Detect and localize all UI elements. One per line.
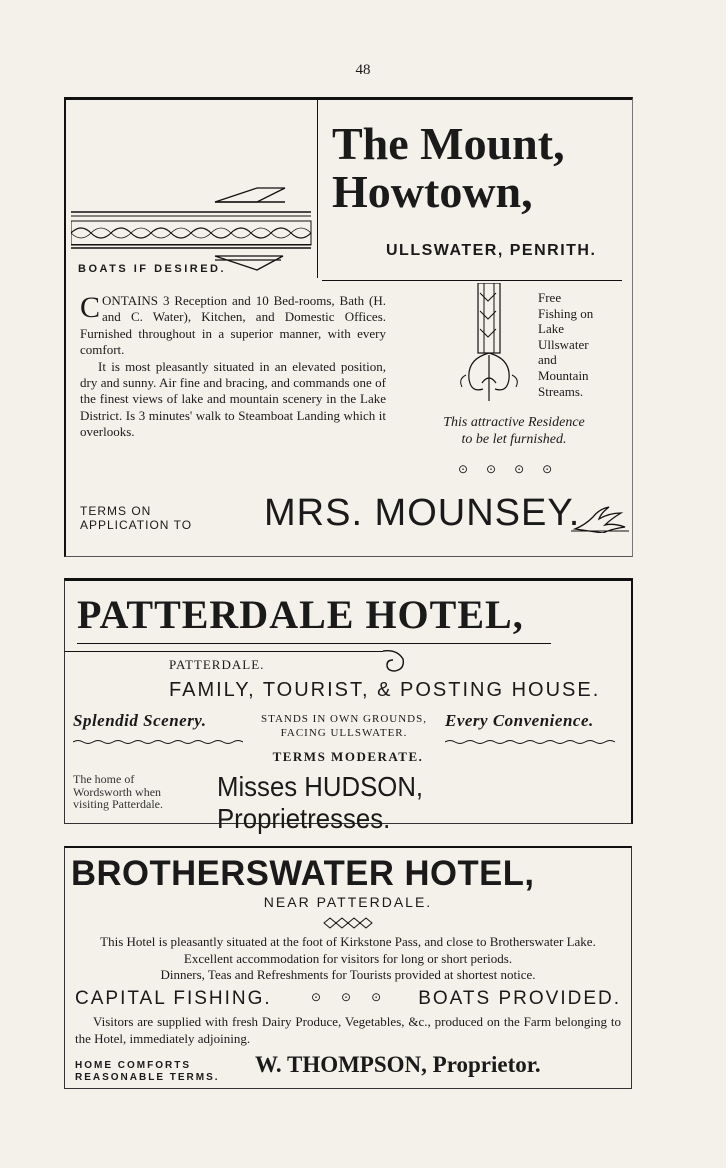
ad-brotherswater-hotel	[64, 846, 632, 1089]
drop-cap: C	[80, 291, 101, 324]
home-comforts: HOME COMFORTS REASONABLE TERMS.	[75, 1060, 220, 1083]
boats-notice: BOATS IF DESIRED.	[78, 263, 227, 275]
diamond-chain-ornament-icon	[323, 916, 375, 934]
posting-house: FAMILY, TOURIST, & POSTING HOUSE.	[169, 679, 601, 701]
fishing-note: Free Fishing on Lake Ullswater and Mountain Streams.	[538, 290, 594, 399]
mount-description	[80, 293, 386, 441]
rule	[77, 643, 551, 644]
divider-vertical	[317, 100, 318, 278]
proprietresses-hudson: Misses HUDSON, Proprietresses.	[217, 771, 424, 834]
carved-post-ornament-icon	[454, 283, 526, 412]
stands-in-grounds: STANDS IN OWN GROUNDS, FACING ULLSWATER.	[261, 713, 427, 739]
decorative-dots: ⊙⊙⊙	[311, 990, 402, 1004]
patterdale-title: PATTERDALE HOTEL,	[77, 592, 524, 637]
wavy-rule-icon	[73, 732, 243, 750]
near-patterdale: NEAR PATTERDALE.	[263, 894, 433, 910]
ad-the-mount	[64, 97, 633, 557]
ad-patterdale-hotel	[64, 578, 633, 834]
terms-application: TERMS ON APPLICATION TO	[80, 504, 193, 532]
mount-title-line1: The Mount,	[332, 118, 565, 169]
mount-paragraph-2: It is most pleasantly situated in an elevated position, dry and sunny. Air fine and bracing, and commands one of the finest views of lake and mountain scenery in the Lake District. Is 3 minutes' walk to Steamboat Landing which it overlooks.	[80, 358, 386, 440]
fishing-boats-line	[75, 988, 621, 1010]
splendid-scenery: Splendid Scenery.	[73, 711, 207, 730]
dairy-produce-note: Visitors are supplied with fresh Dairy Produce, Vegetables, &c., produced on the Farm belonging to the Hotel, immediately adjoining.	[75, 1014, 621, 1046]
divider-horizontal	[322, 280, 622, 281]
boats-provided: BOATS PROVIDED.	[418, 988, 621, 1009]
page-number: 48	[355, 62, 371, 78]
curl-flourish-icon	[381, 643, 407, 678]
mount-paragraph-1: ONTAINS 3 Reception and 10 Bed-rooms, Bath (H. and C. Water), Kitchen, and Domestic Offices. Furnished throughout in a superior manner, with every comfort.	[80, 293, 386, 358]
mount-title-line2: Howtown,	[332, 166, 533, 217]
swallow-flourish-icon	[571, 503, 631, 538]
brotherswater-title: BROTHERSWATER HOTEL,	[71, 854, 535, 893]
proprietor-mounsey: MRS. MOUNSEY.	[264, 492, 581, 534]
wordsworth-note: The home of Wordsworth when visiting Patterdale.	[73, 772, 163, 811]
brotherswater-description: This Hotel is pleasantly situated at the foot of Kirkstone Pass, and close to Brotherswater Lake. Excellent accommodation for visitors for long or short periods. Dinners, Teas and Refreshments for Tourists provided at shortest notice.	[100, 934, 596, 982]
proprietor-thompson: W. THOMPSON, Proprietor.	[255, 1052, 541, 1077]
mount-title	[332, 120, 565, 216]
every-convenience: Every Convenience.	[445, 711, 594, 730]
patterdale-place: PATTERDALE.	[169, 657, 265, 672]
decorative-border-ornament-icon	[71, 142, 313, 255]
decorative-dots: ⊙⊙⊙⊙	[458, 462, 571, 476]
terms-moderate: TERMS MODERATE.	[272, 749, 424, 764]
residence-note: This attractive Residence to be let furnished.	[443, 415, 585, 447]
rule	[65, 651, 383, 652]
wavy-rule-icon	[445, 732, 621, 750]
capital-fishing: CAPITAL FISHING.	[75, 988, 272, 1009]
mount-subtitle: ULLSWATER, PENRITH.	[386, 242, 597, 259]
